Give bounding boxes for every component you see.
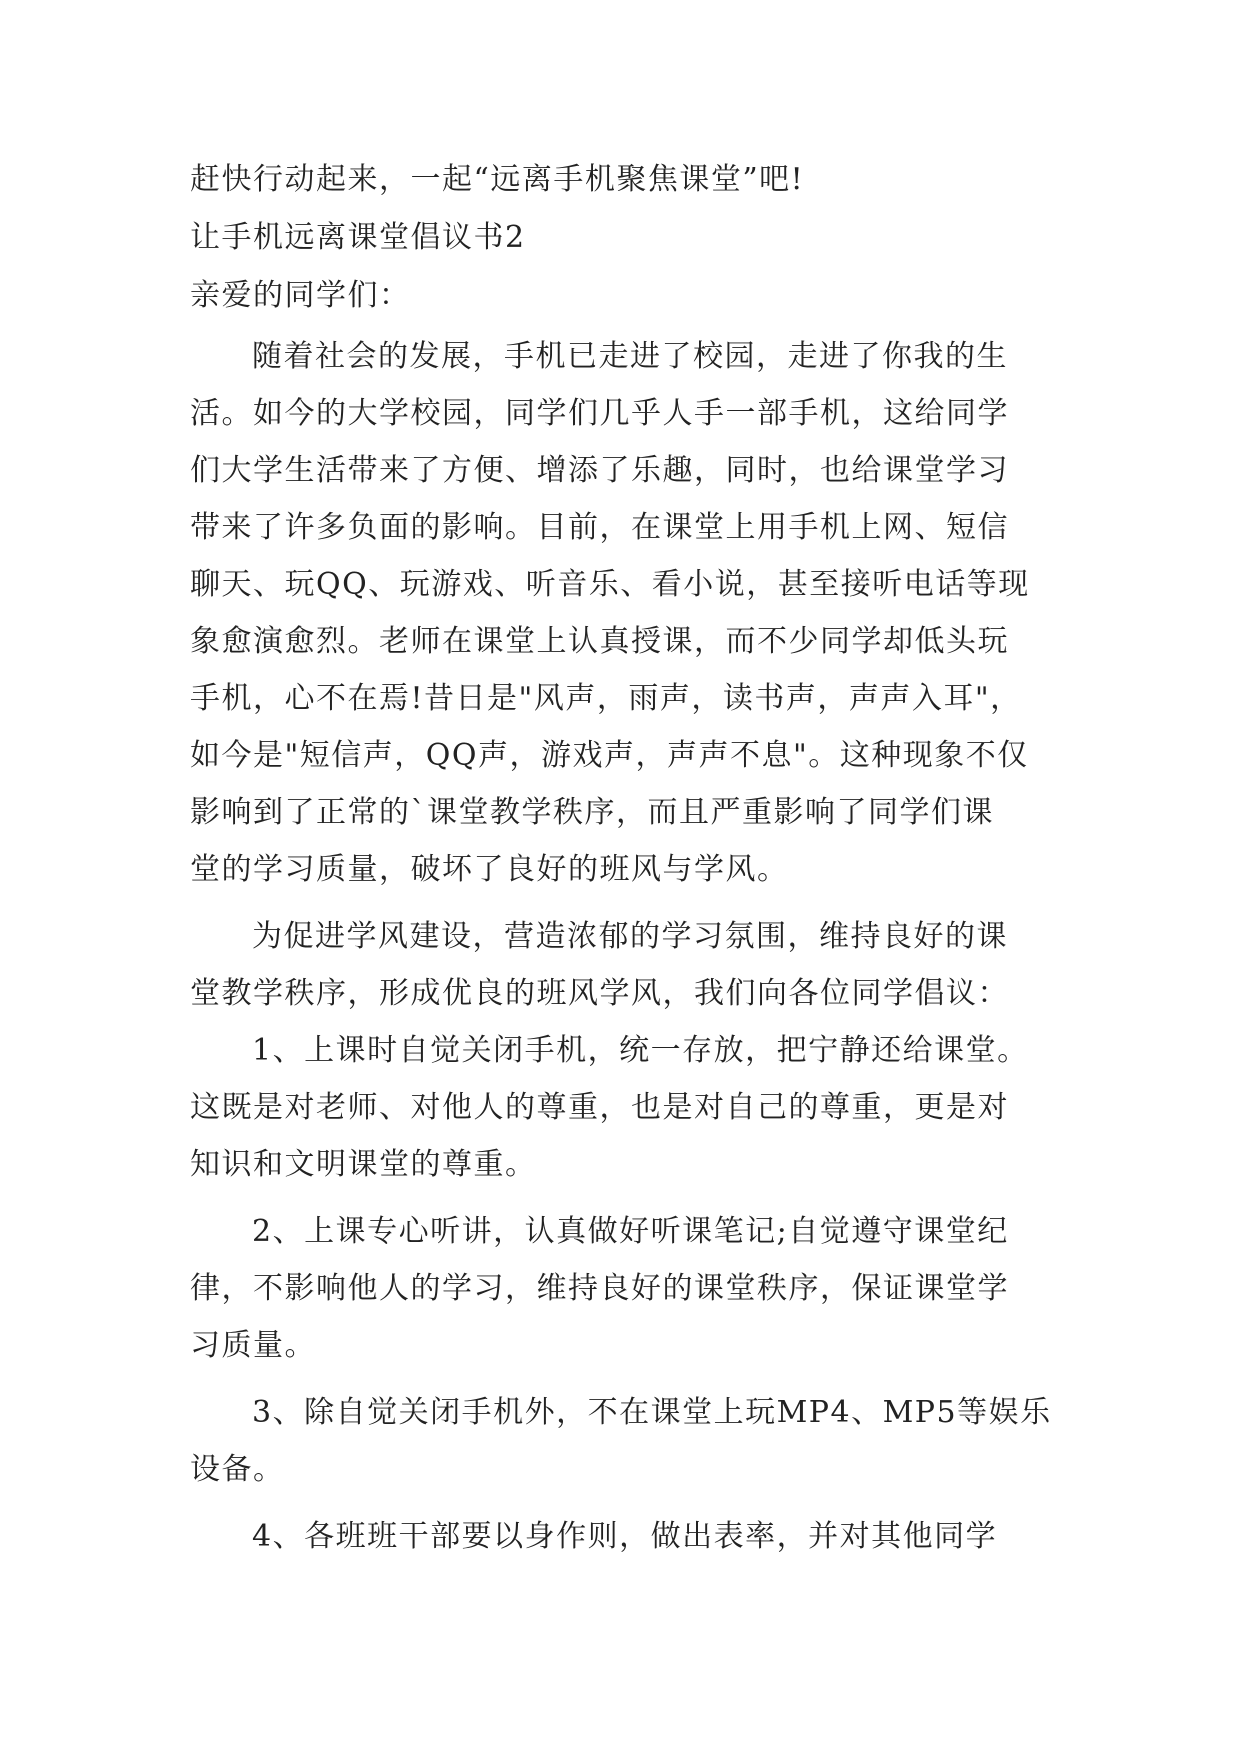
paragraph-line: 手机，心不在焉!昔日是"风声，雨声，读书声，声声入耳"， [190,681,1022,716]
paragraph-line: 律，不影响他人的学习，维持良好的课堂秩序，保证课堂学 [190,1271,1009,1306]
paragraph-line: 设备。 [190,1452,285,1487]
proposal-item-2 [190,1203,1050,1374]
paragraph-line: 3、除自觉关闭手机外，不在课堂上玩MP4、MP5等娱乐 [252,1395,1052,1430]
proposal-item-3 [190,1384,1050,1498]
document-body [190,160,1050,1565]
paragraph-line: 4、各班班干部要以身作则，做出表率，并对其他同学 [252,1519,998,1554]
paragraph-line: 带来了许多负面的影响。目前，在课堂上用手机上网、短信 [190,510,1009,545]
proposal-item-1 [190,1022,1050,1193]
paragraph-line: 聊天、玩QQ、玩游戏、听音乐、看小说，甚至接听电话等现 [190,567,1030,602]
salutation: 亲爱的同学们： [190,278,411,313]
paragraph-line: 如今是"短信声，QQ声，游戏声，声声不息"。这种现象不仅 [190,738,1029,773]
paragraph-line: 2、上课专心听讲，认真做好听课笔记;自觉遵守课堂纪 [252,1214,1009,1249]
paragraph-line: 这既是对老师、对他人的尊重，也是对自己的尊重，更是对 [190,1090,1009,1125]
proposal-item-4 [190,1508,1050,1565]
paragraph-line: 们大学生活带来了方便、增添了乐趣，同时，也给课堂学习 [190,453,1009,488]
paragraph-line: 堂的学习质量，破坏了良好的班风与学风。 [190,852,789,887]
closing-line: 赶快行动起来，一起“远离手机聚焦课堂”吧! [190,162,805,197]
paragraph-line: 习质量。 [190,1328,316,1363]
paragraph-line: 活。如今的大学校园，同学们几乎人手一部手机，这给同学 [190,396,1009,431]
paragraph-line: 影响到了正常的`课堂教学秩序，而且严重影响了同学们课 [190,795,994,830]
paragraph-line: 象愈演愈烈。老师在课堂上认真授课，而不少同学却低头玩 [190,624,1009,659]
paragraph-line: 随着社会的发展，手机已走进了校园，走进了你我的生 [252,339,1008,374]
paragraph-line: 为促进学风建设，营造浓郁的学习氛围，维持良好的课 [252,919,1008,954]
paragraph-1 [190,328,1050,898]
paragraph-line: 1、上课时自觉关闭手机，统一存放，把宁静还给课堂。 [252,1033,1029,1068]
paragraph-line: 堂教学秩序，形成优良的班风学风，我们向各位同学倡议： [190,976,1009,1011]
paragraph-line: 知识和文明课堂的尊重。 [190,1147,537,1182]
document-title: 让手机远离课堂倡议书2 [190,220,526,255]
paragraph-2 [190,908,1050,1022]
